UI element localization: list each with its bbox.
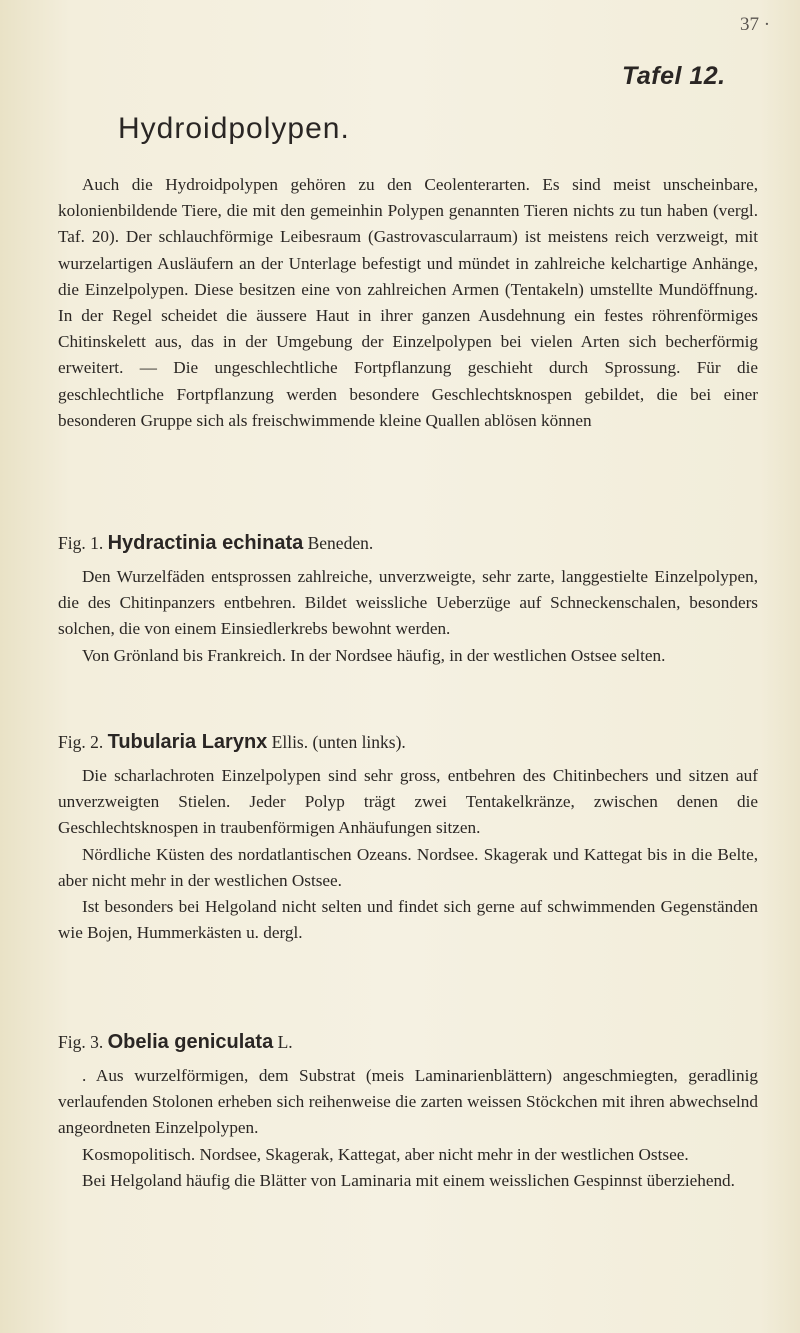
figure-2-prefix: Fig. 2. [58, 732, 104, 752]
figure-3-author: L. [277, 1032, 293, 1052]
figure-2-heading [58, 730, 406, 754]
figure-2-description [58, 763, 758, 946]
figure-1-species-name: Hydractinia echinata [107, 532, 304, 554]
figure-2-habitat: Ist besonders bei Helgoland nicht selten und findet sich gerne auf schwimmenden Gegenständen wie Bojen, Hummerkästen u. dergl. [58, 897, 758, 943]
figure-2-species-name: Tubularia Larynx [107, 731, 268, 753]
figure-1-paragraph: Den Wurzelfäden entsprossen zahlreiche, unverzweigte, sehr zarte, langgestielte Einzelpolypen, die des Chitinpanzers entbehren. Bildet weissliche Ueberzüge auf Schneckenschalen, besonders solchen, die von einem Einsiedlerkrebs bewohnt werden. [58, 567, 758, 639]
figure-1-author: Beneden. [307, 533, 374, 553]
figure-1-description [58, 564, 758, 669]
figure-3-heading [58, 1030, 293, 1054]
figure-2-distribution: Nördliche Küsten des nordatlantischen Ozeans. Nordsee. Skagerak und Kattegat bis in die Belte, aber nicht mehr in der westlichen Ostsee. [58, 844, 758, 890]
figure-3-prefix: Fig. 3. [58, 1032, 104, 1052]
figure-3-habitat: Bei Helgoland häufig die Blätter von Laminaria mit einem weisslichen Gespinnst überziehend. [82, 1170, 735, 1190]
figure-3-description [58, 1063, 758, 1194]
figure-3-species-name: Obelia geniculata [107, 1031, 274, 1053]
figure-2-author: Ellis. (unten links). [271, 732, 406, 752]
figure-1-heading [58, 531, 373, 555]
figure-3-paragraph: . Aus wurzelförmigen, dem Substrat (meis Laminarienblättern) angeschmiegten, geradlinig verlaufenden Stolonen erheben sich reihenweise die zarten weissen Stöckchen mit ihren abwechselnd angeordneten Einzelpolypen. [58, 1066, 758, 1138]
plate-label: Tafel 12. [622, 62, 726, 90]
figure-2-paragraph: Die scharlachroten Einzelpolypen sind sehr gross, entbehren des Chitinbechers und sitzen auf unverzweigten Stielen. Jeder Polyp trägt zwei Tentakelkränze, zwischen denen die Geschlechtsknospen in traubenförmigen Anhäufungen sitzen. [58, 766, 758, 838]
page-title: Hydroidpolypen. [118, 112, 350, 145]
page-number: 37 · [740, 14, 771, 35]
intro-paragraph: Auch die Hydroidpolypen gehören zu den Ceolenterarten. Es sind meist unscheinbare, kolonienbildende Tiere, die mit den gemeinhin Polypen genannten Tieren nichts zu tun haben (vergl. Taf. 20). Der schlauchförmige Leibesraum (Gastrovascularraum) ist meistens reich verzweigt, mit wurzelartigen Ausläufern an der Unterlage befestigt und mündet in zahlreiche kelchartige Anhänge, die Einzelpolypen. Diese besitzen eine von zahlreichen Armen (Tentakeln) umstellte Mundöffnung. In der Regel scheidet die äussere Haut in ihrer ganzen Ausdehnung ein festes röhrenförmiges Chitinskelett aus, das in der Umgebung der Einzelpolypen bei vielen Arten sich becherförmig erweitert. — Die ungeschlechtliche Fortpflanzung geschieht durch Sprossung. Für die geschlechtliche Fortpflanzung werden besondere Geschlechtsknospen gebildet, die bei einer besonderen Gruppe sich als freischwimmende kleine Quallen ablösen können [58, 175, 758, 430]
figure-3-distribution: Kosmopolitisch. Nordsee, Skagerak, Kattegat, aber nicht mehr in der westlichen Ostsee. [82, 1144, 689, 1164]
figure-1-distribution: Von Grönland bis Frankreich. In der Nordsee häufig, in der westlichen Ostsee selten. [82, 645, 666, 665]
figure-1-prefix: Fig. 1. [58, 533, 104, 553]
